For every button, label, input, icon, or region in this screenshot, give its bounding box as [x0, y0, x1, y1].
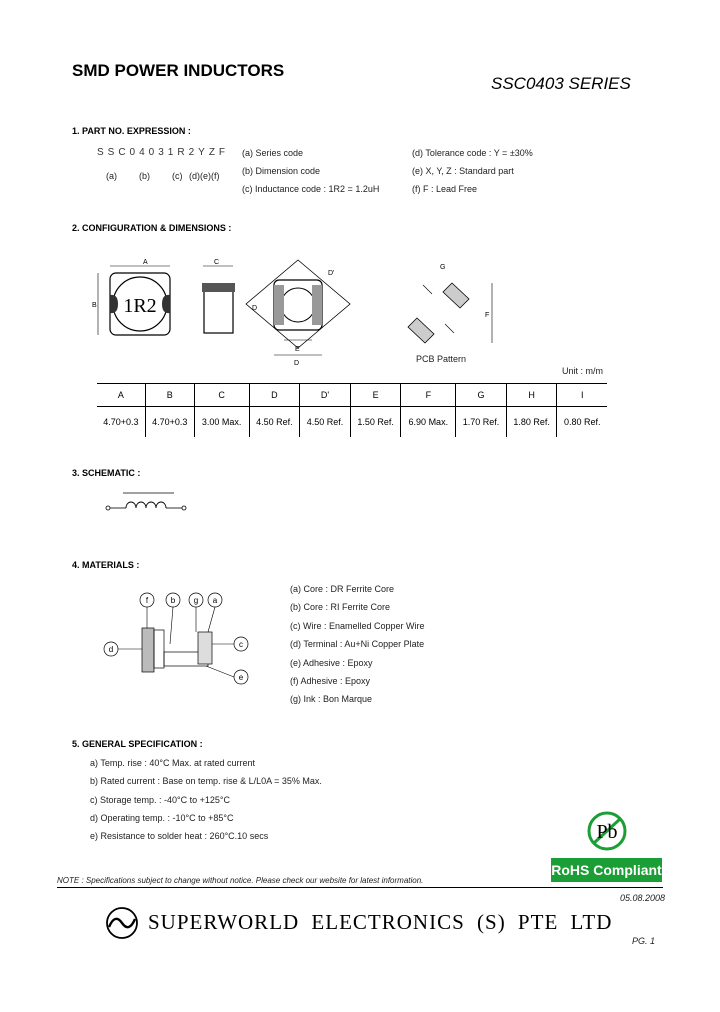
marking-1r2: 1R2 — [123, 295, 157, 317]
dim-label-d-bottom: D — [294, 360, 300, 367]
callout-c: c — [239, 640, 243, 649]
footer-date: 05.08.2008 — [620, 893, 666, 903]
dim-header: D — [249, 384, 300, 407]
code-position-a: (a) — [106, 171, 117, 181]
company-name: SUPERWORLD ELECTRONICS (S) PTE LTD — [148, 910, 613, 934]
part-desc-a: (a) Series code — [242, 148, 304, 158]
dim-header: I — [557, 384, 607, 407]
dim-header: D' — [300, 384, 351, 407]
dim-header: E — [350, 384, 401, 407]
part-desc-f: (f) F : Lead Free — [412, 184, 478, 194]
dimension-value-row — [97, 407, 607, 438]
spec-item: c) Storage temp. : -40°C to +125°C — [90, 795, 231, 805]
section-materials-heading: 4. MATERIALS : — [72, 560, 140, 570]
dim-value: 6.90 Max. — [401, 407, 456, 438]
material-item: (e) Adhesive : Epoxy — [290, 658, 373, 668]
dim-header: H — [506, 384, 557, 407]
callout-b: b — [170, 596, 176, 605]
dim-header: B — [145, 384, 194, 407]
side-view-drawing — [202, 259, 235, 333]
dim-value: 4.50 Ref. — [249, 407, 300, 438]
dim-header: C — [194, 384, 249, 407]
rohs-compliant-badge: RoHS Compliant — [551, 858, 662, 882]
pcb-pattern-label: PCB Pattern — [416, 354, 467, 364]
dim-label-c: C — [214, 259, 220, 266]
dim-label-a: A — [143, 259, 148, 266]
dim-label-e: E — [295, 346, 300, 353]
spec-item: e) Resistance to solder heat : 260°C.10 secs — [90, 831, 269, 841]
dim-value: 4.50 Ref. — [300, 407, 351, 438]
code-position-def: (d)(e)(f) — [189, 171, 220, 181]
dim-label-d: D — [252, 305, 258, 312]
callout-g: g — [193, 596, 199, 605]
part-code: SSC04031R2YZF — [97, 147, 230, 158]
callout-e: e — [238, 673, 244, 682]
spec-item: d) Operating temp. : -10°C to +85°C — [90, 813, 234, 823]
section-part-no-heading: 1. PART NO. EXPRESSION : — [72, 126, 191, 136]
dimension-drawings — [88, 255, 488, 365]
dim-value: 1.50 Ref. — [350, 407, 401, 438]
part-desc-c: (c) Inductance code : 1R2 = 1.2uH — [242, 184, 380, 194]
part-desc-e: (e) X, Y, Z : Standard part — [412, 166, 514, 176]
callout-a: a — [212, 596, 218, 605]
materials-diagram — [98, 588, 258, 688]
dim-value: 4.70+0.3 — [103, 417, 139, 427]
code-position-b: (b) — [139, 171, 150, 181]
series-name: SSC0403 SERIES — [491, 74, 631, 93]
material-item: (f) Adhesive : Epoxy — [290, 676, 371, 686]
inductor-schematic — [104, 488, 194, 518]
dim-label-g: G — [440, 264, 446, 271]
callout-d: d — [108, 645, 114, 654]
section-config-heading: 2. CONFIGURATION & DIMENSIONS : — [72, 223, 232, 233]
document-title: SMD POWER INDUCTORS — [72, 61, 285, 80]
dim-value: 3.00 Max. — [194, 407, 249, 438]
material-item: (a) Core : DR Ferrite Core — [290, 584, 395, 594]
material-item: (c) Wire : Enamelled Copper Wire — [290, 621, 425, 631]
dim-header: F — [401, 384, 456, 407]
dim-value: 1.80 Ref. — [506, 407, 557, 438]
section-spec-heading: 5. GENERAL SPECIFICATION : — [72, 739, 203, 749]
spec-item: b) Rated current : Base on temp. rise & L/L0A = 35% Max. — [90, 776, 322, 786]
pb-free-icon — [584, 810, 630, 852]
spec-item: a) Temp. rise : 40°C Max. at rated current — [90, 758, 255, 768]
footer-note: NOTE : Specifications subject to change without notice. Please check our website for latest information. — [57, 876, 424, 885]
pcb-pattern-drawing — [408, 264, 492, 343]
dim-value: 4.70+0.3 — [145, 407, 194, 438]
dim-value: 0.80 Ref. — [557, 407, 607, 438]
dim-header: A — [117, 390, 124, 400]
section-schematic-heading: 3. SCHEMATIC : — [72, 468, 141, 478]
dim-label-d2: D' — [328, 270, 335, 277]
part-desc-d: (d) Tolerance code : Y = ±30% — [412, 148, 533, 158]
pb-symbol: Pb — [596, 821, 618, 843]
material-item: (g) Ink : Bon Marque — [290, 694, 373, 704]
dim-label-f: F — [485, 312, 490, 319]
page-number: PG. 1 — [632, 936, 656, 946]
bottom-view-drawing — [246, 260, 350, 367]
part-desc-b: (b) Dimension code — [242, 166, 321, 176]
dimension-header-row — [97, 384, 607, 407]
company-logo-icon — [105, 907, 139, 939]
callout-f: f — [145, 596, 149, 605]
material-item: (b) Core : RI Ferrite Core — [290, 602, 391, 612]
dimension-table — [97, 383, 607, 437]
unit-label: Unit : m/m — [562, 366, 604, 376]
code-position-c: (c) — [172, 171, 183, 181]
dim-value: 1.70 Ref. — [456, 407, 507, 438]
dim-label-b: B — [92, 302, 97, 309]
material-item: (d) Terminal : Au+Ni Copper Plate — [290, 639, 425, 649]
footer-divider — [57, 887, 663, 888]
dim-header: G — [456, 384, 507, 407]
top-view-drawing — [92, 259, 170, 335]
